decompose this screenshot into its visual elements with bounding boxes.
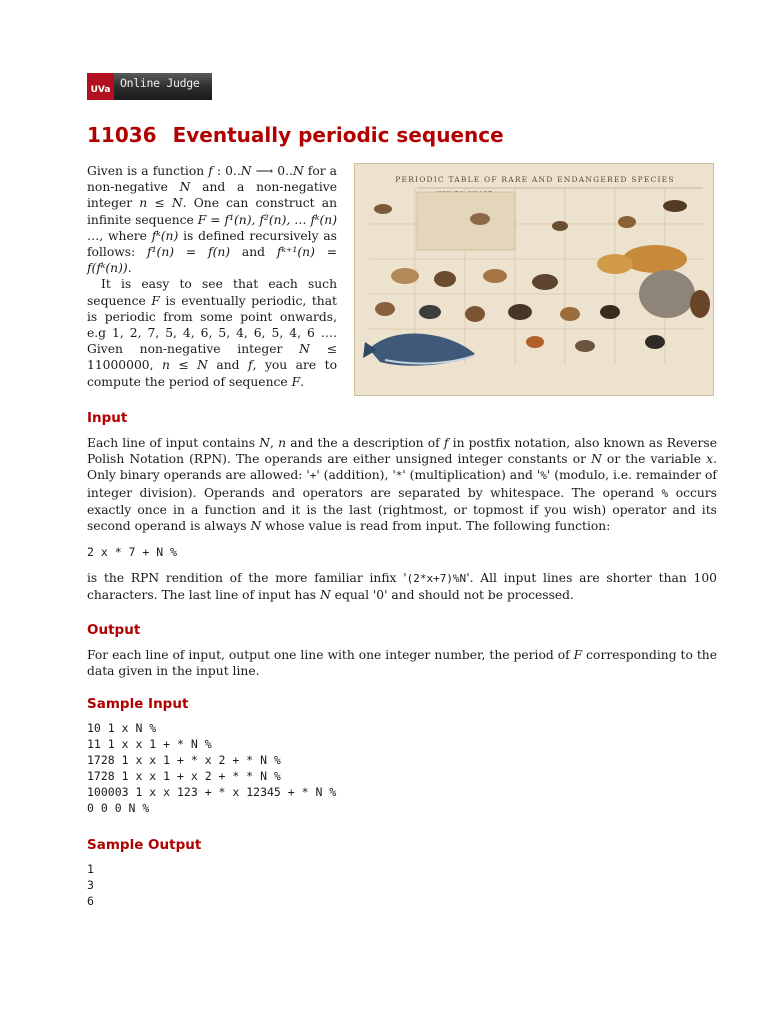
sample-output-line: 1 (87, 862, 94, 876)
input-description-continued: is the RPN rendition of the more familiar infix '(2*x+7)%N'. All input lines are shorter than 100 characters. The last line of input has N equal '0' and should not be processed. (87, 571, 717, 603)
sample-input-line: 100003 1 x x 123 + * x 12345 + * N % (87, 785, 337, 799)
output-description: For each line of input, output one line with one integer number, the period of F corresponding to the data given in the input line. (87, 648, 717, 679)
intro-paragraph-1: Given is a function f : 0..N ⟶ 0..N for a non-negative N and a non-negative integer n ≤ N. One can construct an infinite sequence F = f¹(n), f²(n), … fᵏ(n) …, where fᵏ(n) is defined recursively as follows: f¹(n) = f(n) and fᵏ⁺¹(n) = f(fᵏ(n)). (87, 164, 338, 276)
intro-text (87, 163, 337, 390)
output-section (87, 622, 717, 679)
chart-heading: PERIODIC TABLE OF RARE AND ENDANGERED SPECIES (395, 175, 675, 184)
sample-output-line: 3 (87, 878, 94, 892)
sample-input-block (87, 720, 717, 816)
input-description: Each line of input contains N, n and the a description of f in postfix notation, also known as Reverse Polish Notation (RPN). The operands are either unsigned integer constants or N or the variable x. Only binary operands are allowed: '+' (addition), '*' (multiplication) and '%' (modulo, i.e. remainder of integer division). Operands and operators are separated by whitespace. The operand % occurs exactly once in a function and it is the last (rightmost, or topmost if you wish) operator and its second operand is always N whose value is read from input. The following function: (87, 436, 717, 534)
logo-text: Online Judge (120, 76, 200, 90)
sample-output-line: 6 (87, 894, 94, 908)
input-heading: Input (87, 410, 128, 426)
input-section (87, 410, 717, 604)
sample-output-section (87, 837, 717, 909)
sample-input-heading: Sample Input (87, 696, 189, 712)
uva-online-judge-logo[interactable] (87, 73, 212, 100)
sample-input-line: 1728 1 x x 1 + * x 2 + * N % (87, 753, 281, 767)
sample-output-heading: Sample Output (87, 837, 202, 853)
page-title (87, 123, 504, 147)
blue-whale (363, 334, 475, 366)
rpn-example: 2 x * 7 + N % (87, 545, 178, 560)
sample-input-line: 0 0 0 N % (87, 801, 150, 815)
species-chart-illustration (355, 164, 714, 396)
sample-input-line: 11 1 x x 1 + * N % (87, 737, 212, 751)
sample-input-line: 1728 1 x x 1 + x 2 + * * N % (87, 769, 281, 783)
output-heading: Output (87, 622, 141, 638)
problem-number: 11036 (87, 123, 157, 147)
problem-title: Eventually periodic sequence (172, 123, 504, 147)
intro-paragraph-2: It is easy to see that each such sequence F is eventually periodic, that is periodic from some point onwards, e.g 1, 2, 7, 5, 4, 6, 5, 4, 6, 5, 4, 6 …. Given non-negative integer N ≤ 11000000, n ≤ N and f, you are to compute the period of sequence F. (87, 277, 337, 389)
sample-output-block (87, 861, 717, 909)
sample-input-line: 10 1 x N % (87, 721, 157, 735)
sample-input-section (87, 696, 717, 816)
uva-badge: UVa (87, 73, 114, 100)
endangered-species-chart-image (354, 163, 714, 396)
